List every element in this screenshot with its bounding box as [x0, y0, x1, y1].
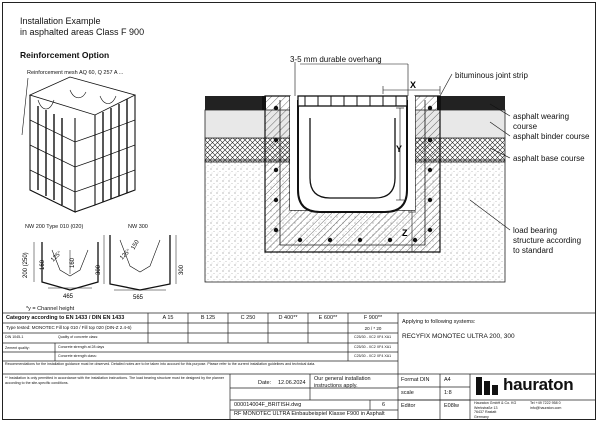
class-a15: A 15: [162, 315, 174, 321]
footnote: *y = Channel height: [26, 306, 75, 312]
drawing-number: 000014004F_BRITISH.dwg: [234, 402, 302, 408]
date-value: 12.06.2024: [278, 380, 306, 386]
general-note-2: instructions apply.: [314, 383, 358, 389]
dim-x: X: [410, 80, 417, 90]
revision: 6: [382, 402, 386, 408]
systems-value: RECYFIX MONOTEC ULTRA 200, 300: [402, 333, 515, 340]
drawing-subtitle: Reinforcement Option: [20, 50, 110, 60]
general-note-1: Our general installation: [314, 376, 371, 382]
date-label: Date:: [258, 380, 272, 386]
class-f900: F 900**: [363, 315, 383, 321]
binder-course-label: asphalt binder course: [513, 132, 590, 141]
nw200-dim-left: 200 (250): [23, 252, 29, 278]
nw200-dim-inner: 160: [70, 257, 76, 268]
load-structure-label2: structure according: [513, 236, 582, 245]
nw300-label: NW 300: [128, 224, 148, 230]
company-line1: Hauraton GmbH & Co. KG: [474, 401, 517, 405]
nw200-angle: 125°: [50, 250, 64, 264]
drawing-title-line2: in asphalted areas Class F 900: [20, 27, 145, 37]
class-d400: D 400**: [278, 315, 298, 321]
company-line2: Werkstraße 13: [474, 405, 498, 410]
category-row: Category according to EN 1433 / DIN EN 1433: [6, 315, 125, 321]
class-c250: C 250: [240, 315, 256, 321]
class-b125: B 125: [200, 315, 216, 321]
grid-mid-1: Quality of concrete class:: [58, 335, 99, 339]
load-structure-label1: load bearing: [513, 226, 558, 235]
grid-left-1: DIN 1045-1: [5, 335, 24, 339]
format-label: Format DIN: [401, 377, 430, 383]
row-code-2: C25/30 - XC2 XF4 XA1: [354, 345, 392, 349]
type-tested-row: Type tested: MONOTEC Fill top 010 / Fill top 020 (DIN-Z 2.4-6): [6, 325, 132, 330]
drawing-title-line1: Installation Example: [20, 16, 101, 26]
grid-mid-2: Concrete strength at 28 days: [58, 345, 105, 349]
systems-heading: Applying to following systems:: [402, 319, 476, 325]
editor-label: Editor: [401, 403, 416, 409]
mesh-label: Reinforcement mesh AQ 60, Q 257 A ...: [27, 70, 124, 76]
phone: Tel +49 7222 958 0: [530, 401, 561, 405]
scale-value: 1:8: [444, 390, 452, 396]
brand-name: hauraton: [503, 375, 574, 394]
dim-z: Z: [402, 228, 408, 238]
nw200-dim-160: 160: [40, 259, 46, 270]
scale-label: scale: [401, 390, 414, 396]
nw300-dim-top: 150: [130, 239, 141, 251]
nw300-dim-left: 300: [96, 264, 102, 275]
nw300-dim-right: 300: [179, 264, 185, 275]
company-line4: Germany: [474, 414, 489, 419]
reinforcement-cage-drawing: [30, 77, 135, 212]
nw300-angle: 125°: [119, 248, 133, 262]
file-description: RF MONOTEC ULTRA Einbaubeispiel Klasse F900 in Asphalt: [234, 411, 385, 417]
editor-value: E08lw: [444, 403, 459, 409]
nw200-label: NW 200 Type 010 (020): [25, 224, 84, 230]
mesh-label-leader: [22, 78, 28, 135]
wearing-course-label2: course: [513, 122, 538, 131]
load-structure-label3: to standard: [513, 246, 554, 255]
company-line3: 76437 Rastatt: [474, 410, 497, 414]
wearing-course-label1: asphalt wearing: [513, 112, 570, 121]
hauraton-logo-icon: [474, 375, 502, 397]
overhang-label: 3-5 mm durable overhang: [290, 55, 382, 64]
notes-1: Recommendations for the installation guidance must be observed. Detailed notes are to be taken into account for this purpose. Please refer to the current installation guidelines and technical data.: [5, 362, 316, 366]
grid-left-2: Zement quality:: [5, 346, 30, 350]
format-value: A4: [444, 377, 451, 383]
row-code-3: C25/30 - XC2 XF4 XA1: [354, 354, 392, 358]
dim-y: Y: [396, 144, 403, 154]
base-course-label: asphalt base course: [513, 154, 585, 163]
notes-2: ** Installation is only permitted in accordance with the installation instructions. The load bearing structure must be designed by the planner according to the site-specific conditions.: [5, 376, 225, 385]
email: info@hauraton.com: [530, 405, 562, 410]
joint-strip-label: bituminous joint strip: [455, 71, 528, 80]
installation-cross-section: [205, 96, 505, 282]
class-row2-value: 20 / * 20: [364, 326, 382, 331]
class-e600: E 600**: [318, 315, 338, 321]
nw300-dim-bottom: 565: [133, 295, 144, 301]
nw200-dim-bottom: 465: [63, 294, 74, 300]
grid-mid-3: Concrete strength class:: [58, 354, 97, 358]
row-code-1: C25/30 - XC2 XF4 XA1: [354, 335, 392, 339]
